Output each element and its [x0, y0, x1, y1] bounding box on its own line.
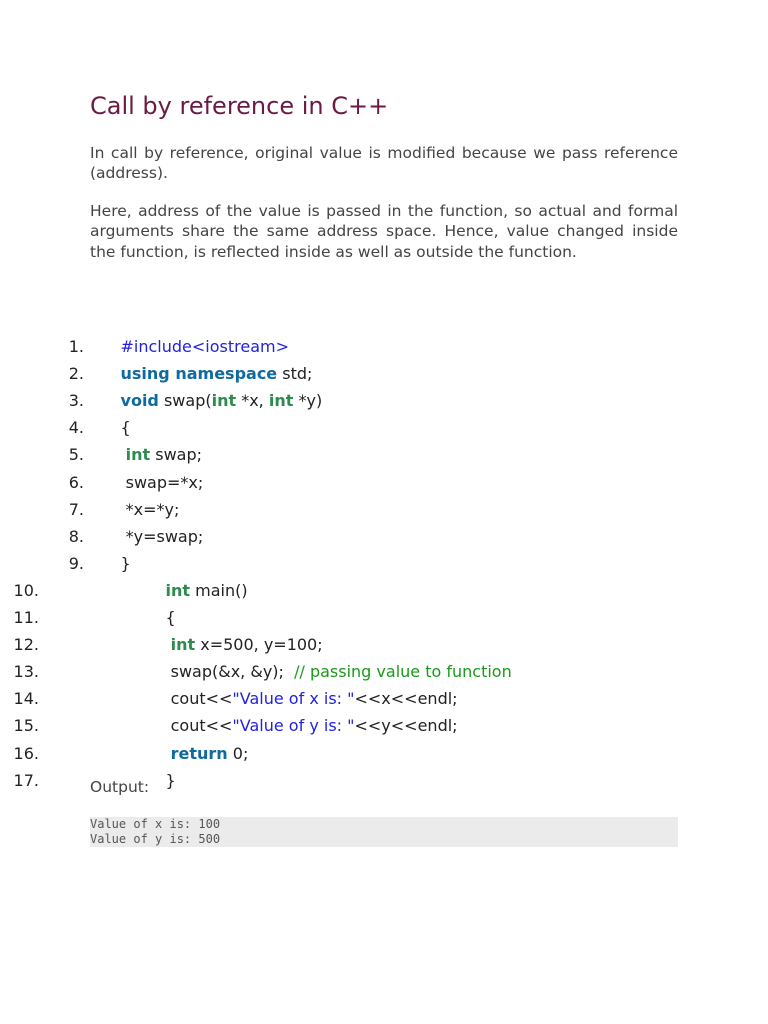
- code-text: *x=*y;: [120, 499, 180, 519]
- output-line: Value of y is: 500: [90, 831, 221, 846]
- code-preprocessor: #include<iostream>: [120, 337, 290, 357]
- code-text: {: [165, 608, 176, 628]
- output-line: Value of x is: 100: [90, 817, 221, 831]
- code-type: int: [170, 635, 196, 655]
- code-line: [13, 550, 690, 600]
- code-line: [68, 387, 690, 438]
- code-type: int: [125, 445, 151, 465]
- line-number: 2.: [68, 364, 84, 384]
- line-number: 4.: [68, 418, 84, 438]
- code-text: }: [165, 770, 176, 790]
- line-number: 17.: [13, 770, 39, 790]
- explanation-paragraph: Here, address of the value is passed in the function, so actual and formal arguments share the same address space. Hence, value changed inside the function, is reflected inside as well as outside the function.: [90, 202, 678, 261]
- code-text: swap(: [158, 391, 212, 411]
- code-text: swap;: [150, 445, 202, 465]
- code-text: std;: [277, 364, 313, 384]
- code-text: <<y<<endl;: [354, 716, 458, 736]
- output-block: [90, 817, 678, 847]
- code-text: cout<<: [165, 716, 233, 736]
- page-title: Call by reference in C++: [90, 92, 389, 120]
- line-number: 11.: [13, 608, 39, 628]
- code-text: *x,: [236, 391, 269, 411]
- code-string: "Value of x is: ": [232, 689, 355, 709]
- code-text: main(): [190, 580, 248, 600]
- code-text: *y=swap;: [120, 526, 204, 546]
- line-number: 13.: [13, 662, 39, 682]
- code-line: [68, 496, 690, 546]
- line-number: 8.: [68, 526, 84, 546]
- code-line: [68, 414, 690, 465]
- code-text: cout<<: [165, 689, 233, 709]
- line-number: 5.: [68, 445, 84, 465]
- line-number: 15.: [13, 716, 39, 736]
- code-text: swap=*x;: [120, 472, 204, 492]
- code-text: *y): [293, 391, 323, 411]
- code-comment: // passing value to function: [294, 662, 512, 682]
- code-line: [68, 469, 690, 519]
- code-keyword: using namespace: [120, 364, 278, 384]
- line-number: 1.: [68, 337, 84, 357]
- code-line: [68, 360, 690, 411]
- code-text: <<x<<endl;: [354, 689, 458, 709]
- code-type: int: [165, 580, 191, 600]
- line-number: 14.: [13, 689, 39, 709]
- line-number: 12.: [13, 635, 39, 655]
- line-number: 7.: [68, 499, 84, 519]
- code-text: }: [120, 553, 131, 573]
- code-line: [68, 306, 690, 357]
- code-string: "Value of y is: ": [232, 716, 355, 736]
- code-keyword: return: [170, 743, 228, 763]
- code-text: x=500, y=100;: [195, 635, 323, 655]
- intro-paragraph: In call by reference, original value is modified because we pass reference (address).: [90, 144, 678, 183]
- code-line: [68, 441, 690, 492]
- line-number: 16.: [13, 743, 39, 763]
- code-text: swap(&x, &y);: [165, 662, 295, 682]
- output-label: Output:: [90, 778, 150, 796]
- code-text: {: [120, 418, 131, 438]
- line-number: 6.: [68, 472, 84, 492]
- line-number: 10.: [13, 580, 39, 600]
- code-keyword: void: [120, 391, 159, 411]
- code-text: 0;: [227, 743, 249, 763]
- code-line: [68, 333, 690, 384]
- line-number: 9.: [68, 553, 84, 573]
- code-type: int: [211, 391, 237, 411]
- code-type: int: [268, 391, 294, 411]
- line-number: 3.: [68, 391, 84, 411]
- code-line: [68, 523, 690, 573]
